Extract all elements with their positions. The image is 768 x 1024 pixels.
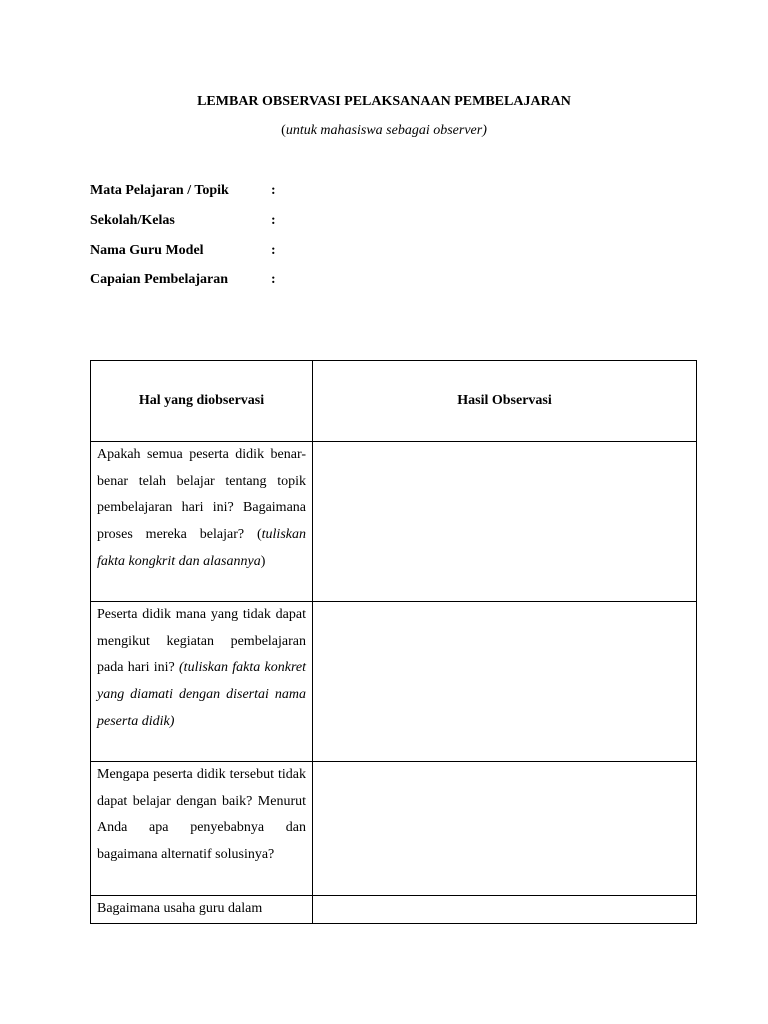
question-cell xyxy=(91,896,313,924)
table-row xyxy=(91,896,697,924)
header-observed-items: Hal yang diobservasi xyxy=(91,361,313,442)
question-text: Bagaimana usaha guru dalam xyxy=(97,901,263,916)
question-note: (tuliskan fakta konkret yang diamati dengan disertai nama peserta didik) xyxy=(97,660,307,729)
table-row xyxy=(91,442,697,602)
table-row xyxy=(91,762,697,896)
result-cell[interactable] xyxy=(313,602,697,762)
info-label: Sekolah/Kelas xyxy=(90,213,175,228)
question-text: Peserta didik mana yang tidak dapat mengikut kegiatan pembelajaran pada hari ini? xyxy=(97,607,306,676)
subtitle-open-paren: ( xyxy=(281,123,286,138)
info-separator: : xyxy=(271,183,276,198)
document-title: LEMBAR OBSERVASI PELAKSANAAN PEMBELAJARAN xyxy=(197,94,571,109)
info-row-capaian-pembelajaran xyxy=(90,271,390,291)
result-cell[interactable] xyxy=(313,762,697,896)
info-label: Mata Pelajaran / Topik xyxy=(90,183,229,198)
result-cell[interactable] xyxy=(313,442,697,602)
table-header-row xyxy=(91,361,697,442)
question-cell xyxy=(91,762,313,896)
info-separator: : xyxy=(271,213,276,228)
question-cell xyxy=(91,602,313,762)
table-row xyxy=(91,602,697,762)
info-row-mata-pelajaran xyxy=(90,182,390,202)
question-note: tuliskan fakta kongkrit dan alasannya xyxy=(97,527,306,569)
header-observation-results: Hasil Observasi xyxy=(313,361,697,442)
subtitle-text: untuk mahasiswa sebagai observer) xyxy=(285,123,487,138)
question-text: Mengapa peserta didik tersebut tidak dapat belajar dengan baik? Menurut Anda apa penyebabnya dan bagaimana alternatif solusinya? xyxy=(97,767,306,863)
result-cell[interactable] xyxy=(313,896,697,924)
info-label: Nama Guru Model xyxy=(90,243,204,258)
info-row-nama-guru-model xyxy=(90,242,390,262)
question-tail: ) xyxy=(260,553,266,569)
info-label: Capaian Pembelajaran xyxy=(90,272,229,287)
info-row-sekolah-kelas xyxy=(90,212,390,232)
question-text: Apakah semua peserta didik benar-benar telah belajar tentang topik pembelajaran hari ini? Bagaimana proses mereka belajar? ( xyxy=(97,447,306,543)
info-separator: : xyxy=(271,272,276,287)
question-cell xyxy=(91,442,313,602)
observation-table xyxy=(90,360,697,924)
info-separator: : xyxy=(271,243,276,258)
document-subtitle xyxy=(0,122,768,140)
